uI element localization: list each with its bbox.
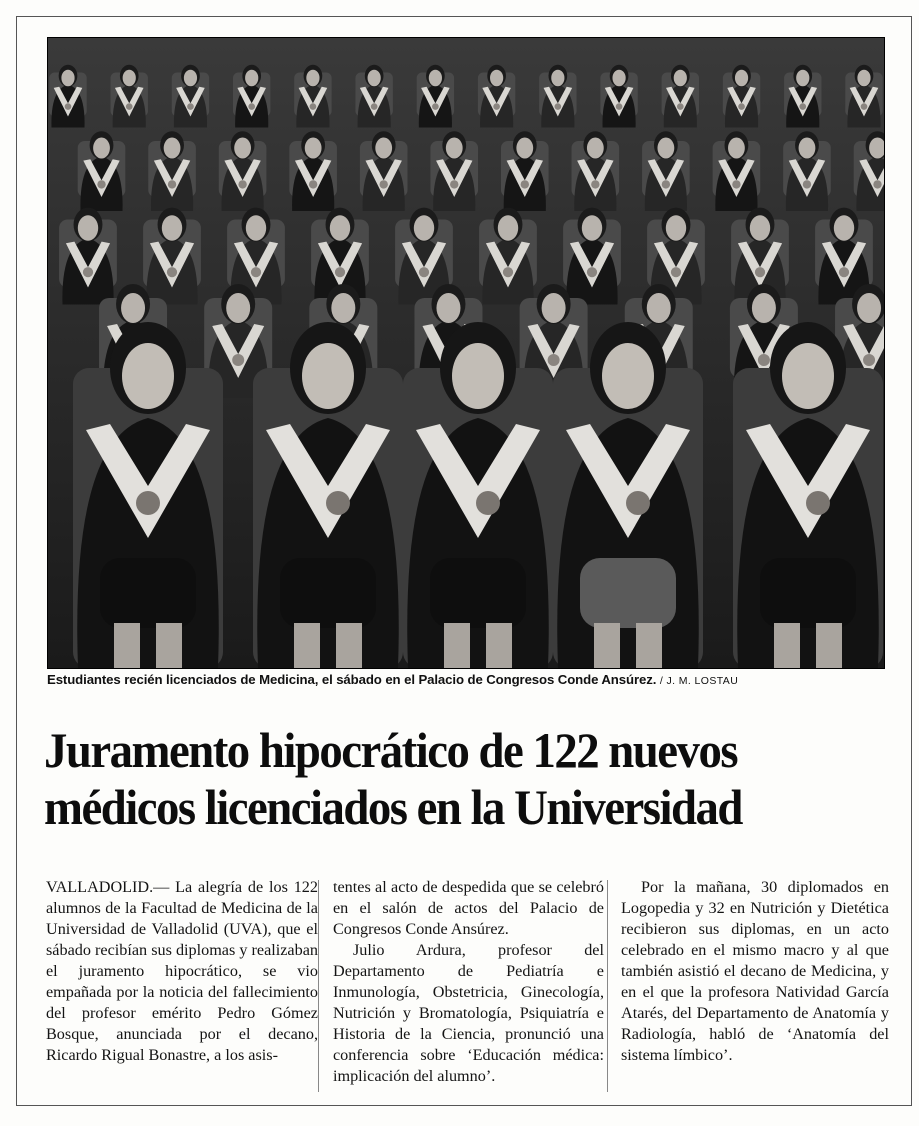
graduation-photo: [47, 37, 885, 669]
headline-line-2: médicos licenciados en la Universidad: [44, 779, 742, 835]
photo-caption: [47, 672, 887, 694]
column-divider: [318, 880, 319, 1092]
column-divider: [607, 880, 608, 1092]
photo-icon: [48, 38, 884, 668]
article-paragraph: VALLADOLID.— La alegría de los 122 alumnos de la Facultad de Medicina de la Universidad de Valladolid (UVA), que el sábado recibían sus diplomas y realizaban el juramento hipocrático, se vio empañada por la noticia del fallecimiento del profesor emérito Pedro Gómez Bosque, anunciada por el decano, Ricardo Rigual Bonastre, a los asis-: [46, 878, 318, 1064]
photo-credit: / J. M. LOSTAU: [659, 675, 739, 687]
headline-line-1: Juramento hipocrático de 122 nuevos: [44, 722, 738, 778]
article-column-3: [621, 877, 889, 1066]
front-row-graduates: [73, 322, 883, 668]
headline: [44, 722, 839, 836]
caption-text: Estudiantes recién licenciados de Medicina, el sábado en el Palacio de Congresos Conde Ansúrez.: [47, 672, 657, 687]
article-column-2: [333, 877, 604, 1087]
article-paragraph: Julio Ardura, profesor del Departamento de Pediatría e Inmunología, Obstetricia, Ginecología, Nutrición y Bromatología, Psiquiatría e Historia de la Ciencia, pronunció una conferencia sobre ‘Educación médica: implicación del alumno’.: [333, 941, 604, 1085]
article-column-1: [46, 877, 318, 1066]
article-paragraph: tentes al acto de despedida que se celebró en el salón de actos del Palacio de Congresos Conde Ansúrez.: [333, 878, 604, 938]
article-paragraph: Por la mañana, 30 diplomados en Logopedia y 32 en Nutrición y Dietética recibieron sus diplomas, en un acto celebrado en el mismo macro y al que también asistió el decano de Medicina, y en el que la profesora Natividad García Atarés, del Departamento de Anatomía y Radiología, habló de ‘Anatomía del sistema límbico’.: [621, 878, 889, 1064]
